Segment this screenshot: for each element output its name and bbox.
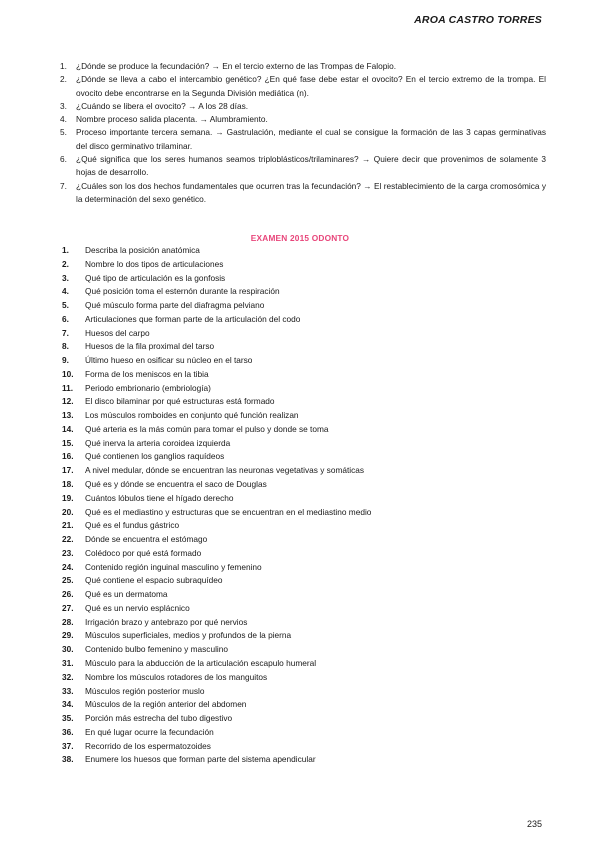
exam-question-item-number: 38. xyxy=(62,754,74,765)
exam-question-item xyxy=(62,382,542,396)
exam-question-item-text: Qué inerva la arteria coroidea izquierda xyxy=(85,437,231,448)
exam-question-item-number: 4. xyxy=(62,286,69,297)
exam-question-item xyxy=(62,368,542,382)
exam-question-item xyxy=(62,698,542,712)
exam-question-item xyxy=(62,506,542,520)
question-item-number: 3. xyxy=(60,100,67,111)
exam-question-item-number: 19. xyxy=(62,492,74,503)
exam-question-item xyxy=(62,492,542,506)
exam-question-item-text: Articulaciones que forman parte de la articulación del codo xyxy=(85,313,301,324)
exam-question-item-number: 26. xyxy=(62,589,74,600)
exam-question-item-text: Qué músculo forma parte del diafragma pelviano xyxy=(85,300,265,311)
exam-question-item-number: 37. xyxy=(62,740,74,751)
exam-question-item-number: 18. xyxy=(62,479,74,490)
exam-question-item xyxy=(62,657,542,671)
exam-question-item xyxy=(62,561,542,575)
exam-question-item-number: 2. xyxy=(62,258,69,269)
exam-question-item-number: 6. xyxy=(62,313,69,324)
question-item-text: ¿Qué significa que los seres humanos seamos triploblásticos/trilaminares? → Quiere decir que provenimos de solamente 3 hojas de desarrollo. xyxy=(76,154,546,178)
question-item xyxy=(60,113,546,126)
exam-question-item-number: 14. xyxy=(62,423,74,434)
exam-question-item-number: 22. xyxy=(62,534,74,545)
exam-question-item-number: 20. xyxy=(62,506,74,517)
exam-question-item xyxy=(62,299,542,313)
exam-question-item xyxy=(62,588,542,602)
question-item-text: Nombre proceso salida placenta. → Alumbramiento. xyxy=(76,114,268,125)
exam-question-item-text: Porción más estrecha del tubo digestivo xyxy=(85,713,233,724)
exam-question-item xyxy=(62,574,542,588)
question-item-text: ¿Dónde se produce la fecundación? → En el tercio externo de las Trompas de Falopio. xyxy=(76,61,397,71)
exam-question-item-number: 29. xyxy=(62,630,74,641)
exam-question-item-text: Músculos de la región anterior del abdomen xyxy=(85,699,247,710)
exam-question-item-text: Dónde se encuentra el estómago xyxy=(85,534,208,545)
exam-question-item-text: Qué tipo de articulación es la gonfosis xyxy=(85,272,226,283)
exam-question-item xyxy=(62,450,542,464)
exam-question-item-number: 12. xyxy=(62,396,74,407)
exam-question-item-text: Músculos superficiales, medios y profundos de la pierna xyxy=(85,630,292,641)
exam-question-item-text: Periodo embrionario (embriología) xyxy=(85,382,211,393)
exam-question-item-number: 21. xyxy=(62,520,74,531)
exam-question-item-number: 16. xyxy=(62,451,74,462)
exam-question-item xyxy=(62,423,542,437)
exam-question-item xyxy=(62,327,542,341)
exam-question-item-number: 8. xyxy=(62,341,69,352)
exam-question-item xyxy=(62,629,542,643)
question-item xyxy=(60,60,546,73)
question-item xyxy=(60,180,546,207)
exam-question-item-number: 27. xyxy=(62,602,74,613)
exam-question-item xyxy=(62,643,542,657)
exam-question-item-number: 28. xyxy=(62,616,74,627)
exam-question-item xyxy=(62,258,542,272)
exam-title: EXAMEN 2015 ODONTO xyxy=(250,233,350,243)
exam-question-item-number: 31. xyxy=(62,657,74,668)
question-item xyxy=(60,153,546,180)
exam-question-item-number: 24. xyxy=(62,561,74,572)
question-item-text: ¿Dónde se lleva a cabo el intercambio genético? ¿En qué fase debe estar el ovocito? En el tercio extremo de la trompa. El ovocito debe encontrarse en la Segunda División mediática (n). xyxy=(76,74,546,98)
exam-question-item-text: Qué arteria es la más común para tomar el pulso y donde se toma xyxy=(85,423,329,434)
exam-question-item-text: Enumere los huesos que forman parte del sistema apendicular xyxy=(85,754,316,765)
exam-question-item xyxy=(62,313,542,327)
exam-question-item-text: Forma de los meniscos en la tibia xyxy=(85,368,209,379)
exam-question-item-text: Describa la posición anatómica xyxy=(85,245,200,255)
exam-question-item-number: 3. xyxy=(62,272,69,283)
exam-question-item-text: Huesos de la fila proximal del tarso xyxy=(85,341,215,352)
exam-question-item xyxy=(62,437,542,451)
exam-question-item-number: 10. xyxy=(62,368,74,379)
question-item-text: ¿Cuáles son los dos hechos fundamentales que ocurren tras la fecundación? → El restablecimiento de la carga cromosómica y la determinación del sexo genético. xyxy=(76,180,546,204)
exam-question-item-number: 9. xyxy=(62,355,69,366)
question-item-number: 1. xyxy=(60,61,67,71)
exam-question-item-number: 13. xyxy=(62,410,74,421)
question-item-number: 2. xyxy=(60,74,67,85)
exam-question-item-text: Los músculos romboides en conjunto qué función realizan xyxy=(85,410,299,421)
question-item-number: 7. xyxy=(60,180,67,191)
author-header: AROA CASTRO TORRES xyxy=(414,14,542,26)
exam-question-item-text: Qué es y dónde se encuentra el saco de Douglas xyxy=(85,479,267,490)
page-number: 235 xyxy=(526,819,542,829)
exam-question-item xyxy=(62,740,542,754)
exam-question-item xyxy=(62,685,542,699)
exam-question-item xyxy=(62,478,542,492)
exam-question-item-number: 5. xyxy=(62,300,69,311)
question-item xyxy=(60,100,546,113)
exam-question-item-number: 23. xyxy=(62,547,74,558)
exam-question-item xyxy=(62,285,542,299)
exam-question-item-text: Nombre lo dos tipos de articulaciones xyxy=(85,258,224,269)
exam-question-item-text: Qué posición toma el esternón durante la respiración xyxy=(85,286,280,297)
exam-question-item-text: Qué es el mediastino y estructuras que se encuentran en el mediastino medio xyxy=(85,506,372,517)
exam-question-item-number: 30. xyxy=(62,644,74,655)
exam-question-item-text: Irrigación brazo y antebrazo por qué nervios xyxy=(85,616,248,627)
exam-question-list xyxy=(62,244,542,767)
exam-question-item xyxy=(62,464,542,478)
exam-question-item xyxy=(62,354,542,368)
exam-question-item xyxy=(62,616,542,630)
exam-question-item-text: Qué es un dermatoma xyxy=(85,589,168,600)
exam-question-item-text: Último hueso en osificar su núcleo en el tarso xyxy=(85,355,253,366)
exam-question-item-number: 32. xyxy=(62,671,74,682)
exam-question-item xyxy=(62,395,542,409)
question-item-number: 4. xyxy=(60,114,67,125)
exam-question-item xyxy=(62,726,542,740)
exam-question-item-text: Qué contienen los ganglios raquídeos xyxy=(85,451,225,462)
exam-question-item xyxy=(62,602,542,616)
question-item-number: 5. xyxy=(60,127,67,138)
exam-question-item-text: Colédoco por qué está formado xyxy=(85,547,202,558)
exam-question-item-text: Qué es el fundus gástrico xyxy=(85,520,180,531)
exam-question-item xyxy=(62,340,542,354)
exam-question-item-number: 7. xyxy=(62,327,69,338)
exam-question-item-number: 34. xyxy=(62,699,74,710)
exam-question-item xyxy=(62,712,542,726)
exam-question-item-text: El disco bilaminar por qué estructuras está formado xyxy=(85,396,275,407)
exam-question-item-number: 25. xyxy=(62,575,74,586)
exam-question-item-text: Contenido bulbo femenino y masculino xyxy=(85,644,228,655)
exam-question-item xyxy=(62,671,542,685)
exam-question-item-text: Músculos región posterior muslo xyxy=(85,685,205,696)
exam-question-item xyxy=(62,547,542,561)
exam-question-item xyxy=(62,244,542,258)
exam-question-item xyxy=(62,533,542,547)
question-item-text: Proceso importante tercera semana. → Gastrulación, mediante el cual se consigue la formación de las 3 capas germinativas del disco germinativo trilaminar. xyxy=(76,127,546,151)
question-list xyxy=(60,60,546,206)
exam-question-item-text: Contenido región inguinal masculino y femenino xyxy=(85,561,262,572)
exam-question-item-number: 35. xyxy=(62,713,74,724)
exam-question-item-number: 1. xyxy=(62,245,69,255)
question-item xyxy=(60,126,546,153)
exam-question-item-text: Recorrido de los espermatozoides xyxy=(85,740,211,751)
exam-question-item-text: Nombre los músculos rotadores de los manguitos xyxy=(85,671,268,682)
exam-question-item xyxy=(62,272,542,286)
exam-question-item-number: 33. xyxy=(62,685,74,696)
exam-question-item-number: 17. xyxy=(62,465,74,476)
exam-question-item-text: A nivel medular, dónde se encuentran las neuronas vegetativas y somáticas xyxy=(85,465,365,476)
exam-question-item-number: 11. xyxy=(62,382,74,393)
question-item-text: ¿Cuándo se libera el ovocito? → A los 28 días. xyxy=(76,100,249,111)
exam-question-item-text: Qué es un nervio esplácnico xyxy=(85,602,190,613)
exam-question-item-text: Huesos del carpo xyxy=(85,327,150,338)
exam-question-item xyxy=(62,409,542,423)
question-item xyxy=(60,73,546,100)
exam-question-item-number: 15. xyxy=(62,437,74,448)
exam-question-item xyxy=(62,753,542,767)
exam-question-item-text: Músculo para la abducción de la articulación escapulo humeral xyxy=(85,657,317,668)
exam-question-item xyxy=(62,519,542,533)
exam-question-item-number: 36. xyxy=(62,726,74,737)
exam-question-item-text: Cuántos lóbulos tiene el hígado derecho xyxy=(85,492,234,503)
question-item-number: 6. xyxy=(60,154,67,165)
exam-question-item-text: Qué contiene el espacio subraquídeo xyxy=(85,575,223,586)
exam-question-item-text: En qué lugar ocurre la fecundación xyxy=(85,726,214,737)
